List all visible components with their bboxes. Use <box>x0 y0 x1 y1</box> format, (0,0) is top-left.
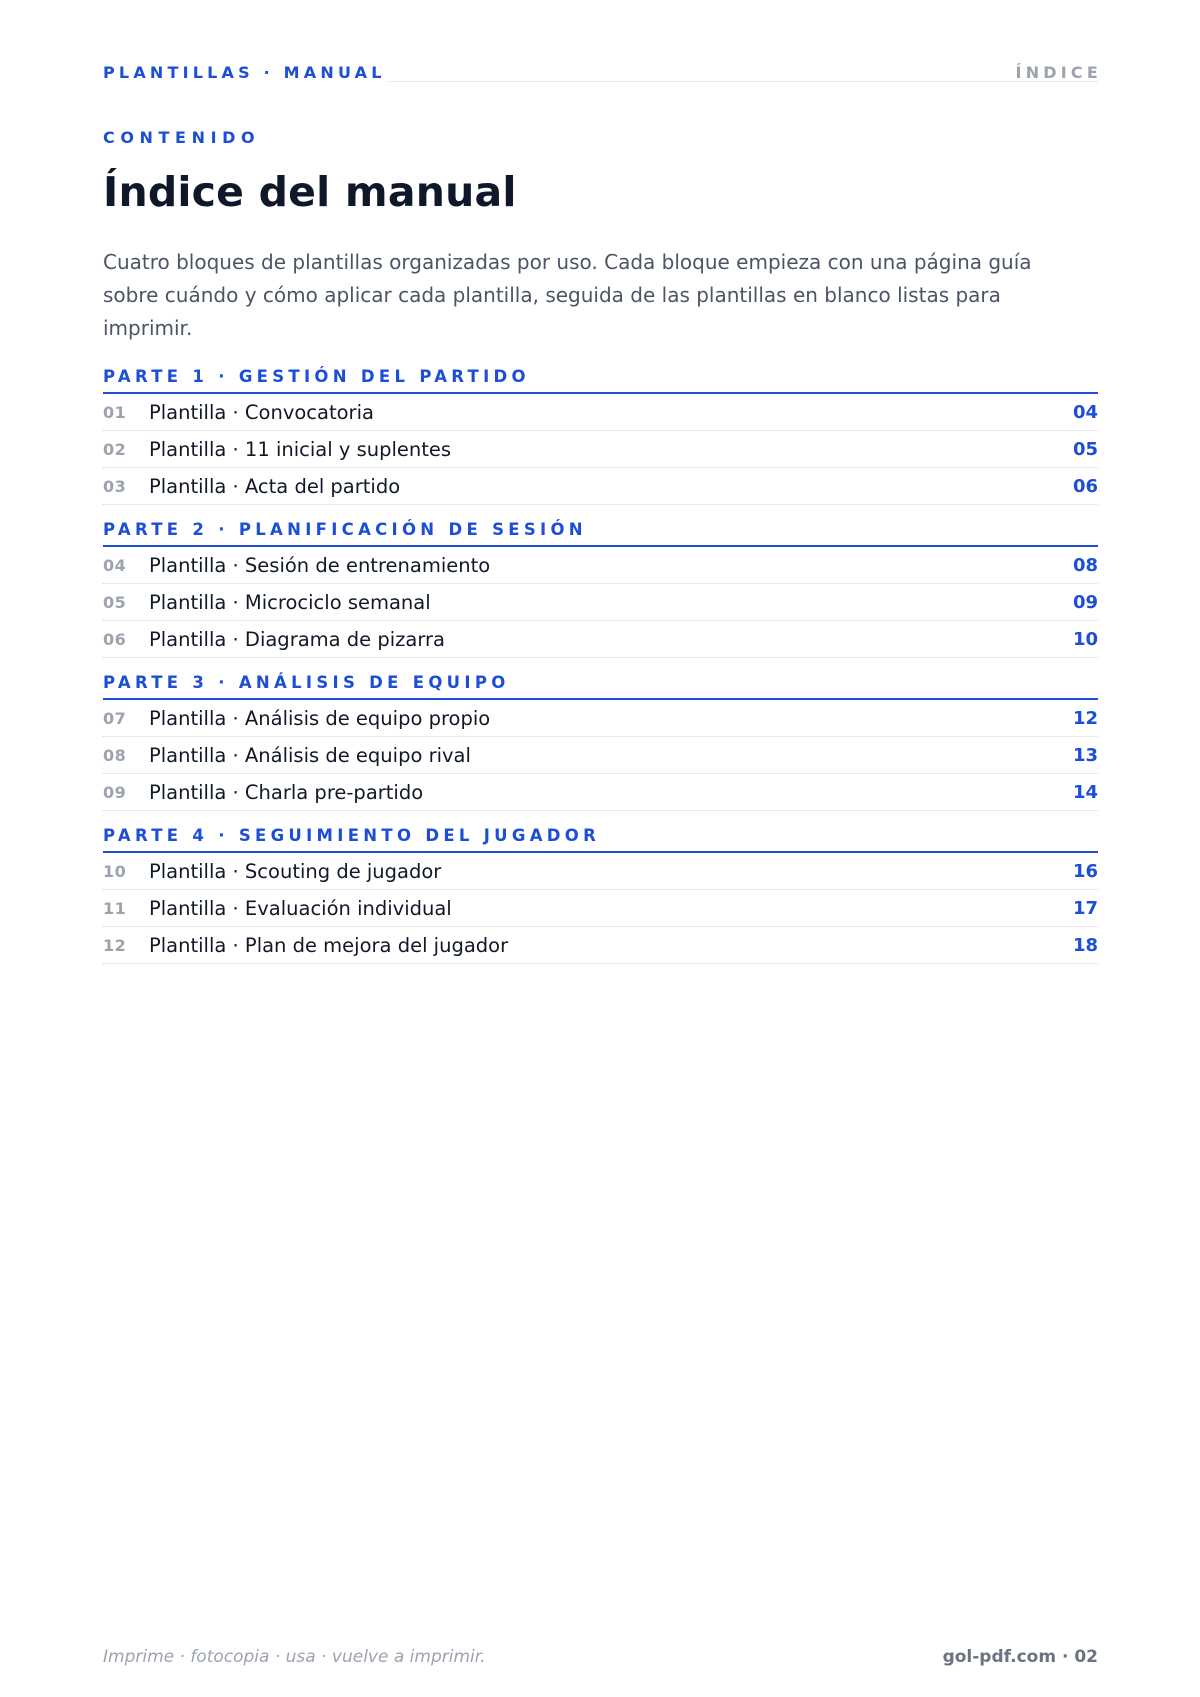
toc-entry-number: 07 <box>103 708 127 728</box>
toc-entry-number: 11 <box>103 898 127 918</box>
toc-entry-number: 02 <box>103 439 127 459</box>
toc-entry[interactable] <box>103 468 1098 505</box>
toc-entry[interactable] <box>103 431 1098 468</box>
toc-entry-page: 13 <box>1072 744 1098 766</box>
toc-part-heading: PARTE 2 · PLANIFICACIÓN DE SESIÓN <box>103 519 1098 547</box>
toc-entry-label: Plantilla · Scouting de jugador <box>149 859 442 883</box>
manual-page <box>103 0 1102 1697</box>
toc-entry-label: Plantilla · Sesión de entrenamiento <box>149 553 491 577</box>
toc-part <box>103 672 1098 811</box>
toc-entry[interactable] <box>103 927 1098 964</box>
toc-entry-label: Plantilla · Análisis de equipo propio <box>149 706 491 730</box>
toc-entry-number: 12 <box>103 935 127 955</box>
toc-entry-label: Plantilla · Acta del partido <box>149 474 401 498</box>
section-eyebrow: CONTENIDO <box>103 128 261 147</box>
toc-entry-page: 17 <box>1072 897 1098 919</box>
toc-part-heading: PARTE 4 · SEGUIMIENTO DEL JUGADOR <box>103 825 1098 853</box>
toc-entry[interactable] <box>103 853 1098 890</box>
toc-entry[interactable] <box>103 547 1098 584</box>
toc-part-heading: PARTE 1 · GESTIÓN DEL PARTIDO <box>103 366 1098 394</box>
toc-entry-page: 12 <box>1072 707 1098 729</box>
toc-entry-number: 09 <box>103 782 127 802</box>
toc-entry-number: 05 <box>103 592 127 612</box>
toc-entry-page: 16 <box>1072 860 1098 882</box>
toc-entry[interactable] <box>103 621 1098 658</box>
toc-entry-label: Plantilla · Charla pre-partido <box>149 780 424 804</box>
toc-entry-page: 09 <box>1072 591 1098 613</box>
toc-entry[interactable] <box>103 737 1098 774</box>
toc-entry-number: 03 <box>103 476 127 496</box>
toc-entry-page: 14 <box>1072 781 1098 803</box>
toc-entry-page: 10 <box>1072 628 1098 650</box>
table-of-contents <box>103 366 1098 978</box>
toc-entry-page: 05 <box>1072 438 1098 460</box>
toc-entry-page: 08 <box>1072 554 1098 576</box>
footer-tagline: Imprime · fotocopia · usa · vuelve a imprimir. <box>103 1647 486 1667</box>
running-header-title: PLANTILLAS · MANUAL <box>103 63 386 82</box>
toc-entry-number: 04 <box>103 555 127 575</box>
toc-entry-number: 06 <box>103 629 127 649</box>
toc-entry-label: Plantilla · Convocatoria <box>149 400 374 424</box>
toc-entry-label: Plantilla · Evaluación individual <box>149 896 452 920</box>
toc-entry-label: Plantilla · 11 inicial y suplentes <box>149 437 452 461</box>
toc-entry[interactable] <box>103 774 1098 811</box>
running-header-section: ÍNDICE <box>1015 63 1102 82</box>
toc-entry[interactable] <box>103 584 1098 621</box>
toc-part <box>103 825 1098 964</box>
toc-entry[interactable] <box>103 394 1098 431</box>
toc-entry-number: 01 <box>103 402 127 422</box>
toc-entry-label: Plantilla · Microciclo semanal <box>149 590 431 614</box>
toc-entry-page: 18 <box>1072 934 1098 956</box>
toc-part-heading: PARTE 3 · ANÁLISIS DE EQUIPO <box>103 672 1098 700</box>
toc-entry-page: 04 <box>1072 401 1098 423</box>
toc-entry-number: 10 <box>103 861 127 881</box>
toc-entry[interactable] <box>103 700 1098 737</box>
toc-part <box>103 519 1098 658</box>
toc-entry-label: Plantilla · Diagrama de pizarra <box>149 627 445 651</box>
running-header <box>103 63 1102 82</box>
toc-entry-label: Plantilla · Análisis de equipo rival <box>149 743 471 767</box>
intro-paragraph: Cuatro bloques de plantillas organizadas por uso. Cada bloque empieza con una página guía sobre cuándo y cómo aplicar cada plantilla, seguida de las plantillas en blanco listas para imprimir. <box>103 250 1032 340</box>
toc-entry-label: Plantilla · Plan de mejora del jugador <box>149 933 509 957</box>
toc-part <box>103 366 1098 505</box>
footer-site-and-page: gol-pdf.com · 02 <box>942 1647 1098 1667</box>
toc-entry[interactable] <box>103 890 1098 927</box>
page-title: Índice del manual <box>103 168 517 216</box>
toc-entry-number: 08 <box>103 745 127 765</box>
toc-entry-page: 06 <box>1072 475 1098 497</box>
